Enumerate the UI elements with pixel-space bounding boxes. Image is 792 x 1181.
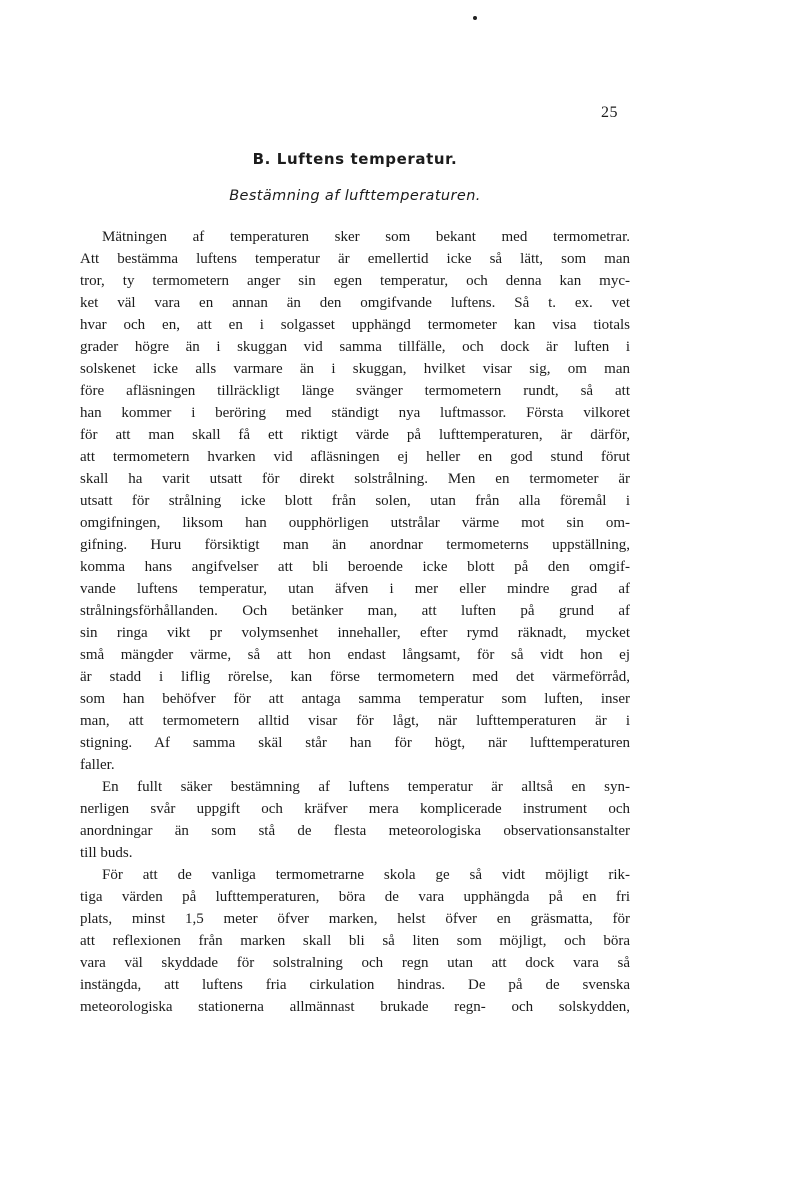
text-line: vara väl skyddade för solstralning och regn utan att dock vara så — [80, 955, 630, 971]
text-line: sin ringa vikt pr volymsenhet innehaller, efter rymd räknadt, mycket — [80, 625, 630, 641]
text-line: för att man skall få ett riktigt värde på lufttemperaturen, är därför, — [80, 427, 630, 443]
text-line: att reflexionen från marken skall bli så liten som möjligt, och böra — [80, 933, 630, 949]
text-line: instängda, att luftens fria cirkulation hindras. De på de svenska — [80, 977, 630, 993]
text-line: Att bestämma luftens temperatur är emellertid icke så lätt, som man — [80, 251, 630, 267]
text-line: faller. — [80, 757, 115, 773]
text-line: stigning. Af samma skäl står han för högt, när lufttemperaturen — [80, 735, 630, 751]
text-line: solskenet icke alls varmare än i skuggan, hvilket visar sig, om man — [80, 361, 630, 377]
text-line: omgifningen, liksom han oupphörligen utstrålar värme mot sin om- — [80, 515, 630, 531]
text-line: För att de vanliga termometrarne skola ge så vidt möjligt rik- — [102, 867, 630, 883]
text-line: är stadd i liflig rörelse, kan förse termometern med det värmeförråd, — [80, 669, 630, 685]
text-line: plats, minst 1,5 meter öfver marken, helst öfver en gräsmatta, för — [80, 911, 630, 927]
text-line: grader högre än i skuggan vid samma tillfälle, och dock är luften i — [80, 339, 630, 355]
text-line: han kommer i beröring med ständigt nya luftmassor. Första vilkoret — [80, 405, 630, 421]
text-line: hvar och en, att en i solgasset upphängd termometer kan visa tiotals — [80, 317, 630, 333]
section-title: B. Luftens temperatur. — [252, 150, 458, 168]
text-line: tiga värden på lufttemperaturen, böra de vara upphängda på en fri — [80, 889, 630, 905]
text-line: nerligen svår uppgift och kräfver mera komplicerade instrument och — [80, 801, 630, 817]
section-subtitle: Bestämning af lufttemperaturen. — [229, 188, 481, 204]
text-line: tror, ty termometern anger sin egen temperatur, och denna kan myc- — [80, 273, 630, 289]
text-line: före afläsningen tillräckligt länge svänger termometern rundt, så att — [80, 383, 630, 399]
text-line: skall ha varit utsatt för direkt solstrålning. Men en termometer är — [80, 471, 630, 487]
ink-speck — [473, 16, 477, 20]
text-line: man, att termometern alltid visar för lågt, när lufttemperaturen är i — [80, 713, 630, 729]
page-number: 25 — [601, 104, 618, 121]
text-line: meteorologiska stationerna allmännast brukade regn- och solskydden, — [80, 999, 630, 1015]
text-line: små mängder värme, så att hon endast långsamt, för så vidt hon ej — [80, 647, 630, 663]
text-line: att termometern hvarken vid afläsningen ej heller en god stund förut — [80, 449, 630, 465]
text-line: utsatt för strålning icke blott från solen, utan från alla föremål i — [80, 493, 630, 509]
text-line: som han behöfver för att antaga samma temperatur som luften, inser — [80, 691, 630, 707]
text-line: komma hans angifvelser att bli beroende icke blott på den omgif- — [80, 559, 630, 575]
text-line: gifning. Huru försiktigt man än anordnar termometerns uppställning, — [80, 537, 630, 553]
text-line: Mätningen af temperaturen sker som bekant med termometrar. — [102, 229, 630, 245]
text-line: strålningsförhållanden. Och betänker man, att luften på grund af — [80, 603, 630, 619]
text-line: vande luftens temperatur, utan äfven i mer eller mindre grad af — [80, 581, 630, 597]
text-line: En fullt säker bestämning af luftens temperatur är alltså en syn- — [102, 779, 630, 795]
text-line: till buds. — [80, 845, 133, 861]
text-line: ket väl vara en annan än den omgifvande luftens. Så t. ex. vet — [80, 295, 630, 311]
text-line: anordningar än som stå de flesta meteorologiska observationsanstalter — [80, 823, 630, 839]
body-text — [80, 226, 630, 1018]
